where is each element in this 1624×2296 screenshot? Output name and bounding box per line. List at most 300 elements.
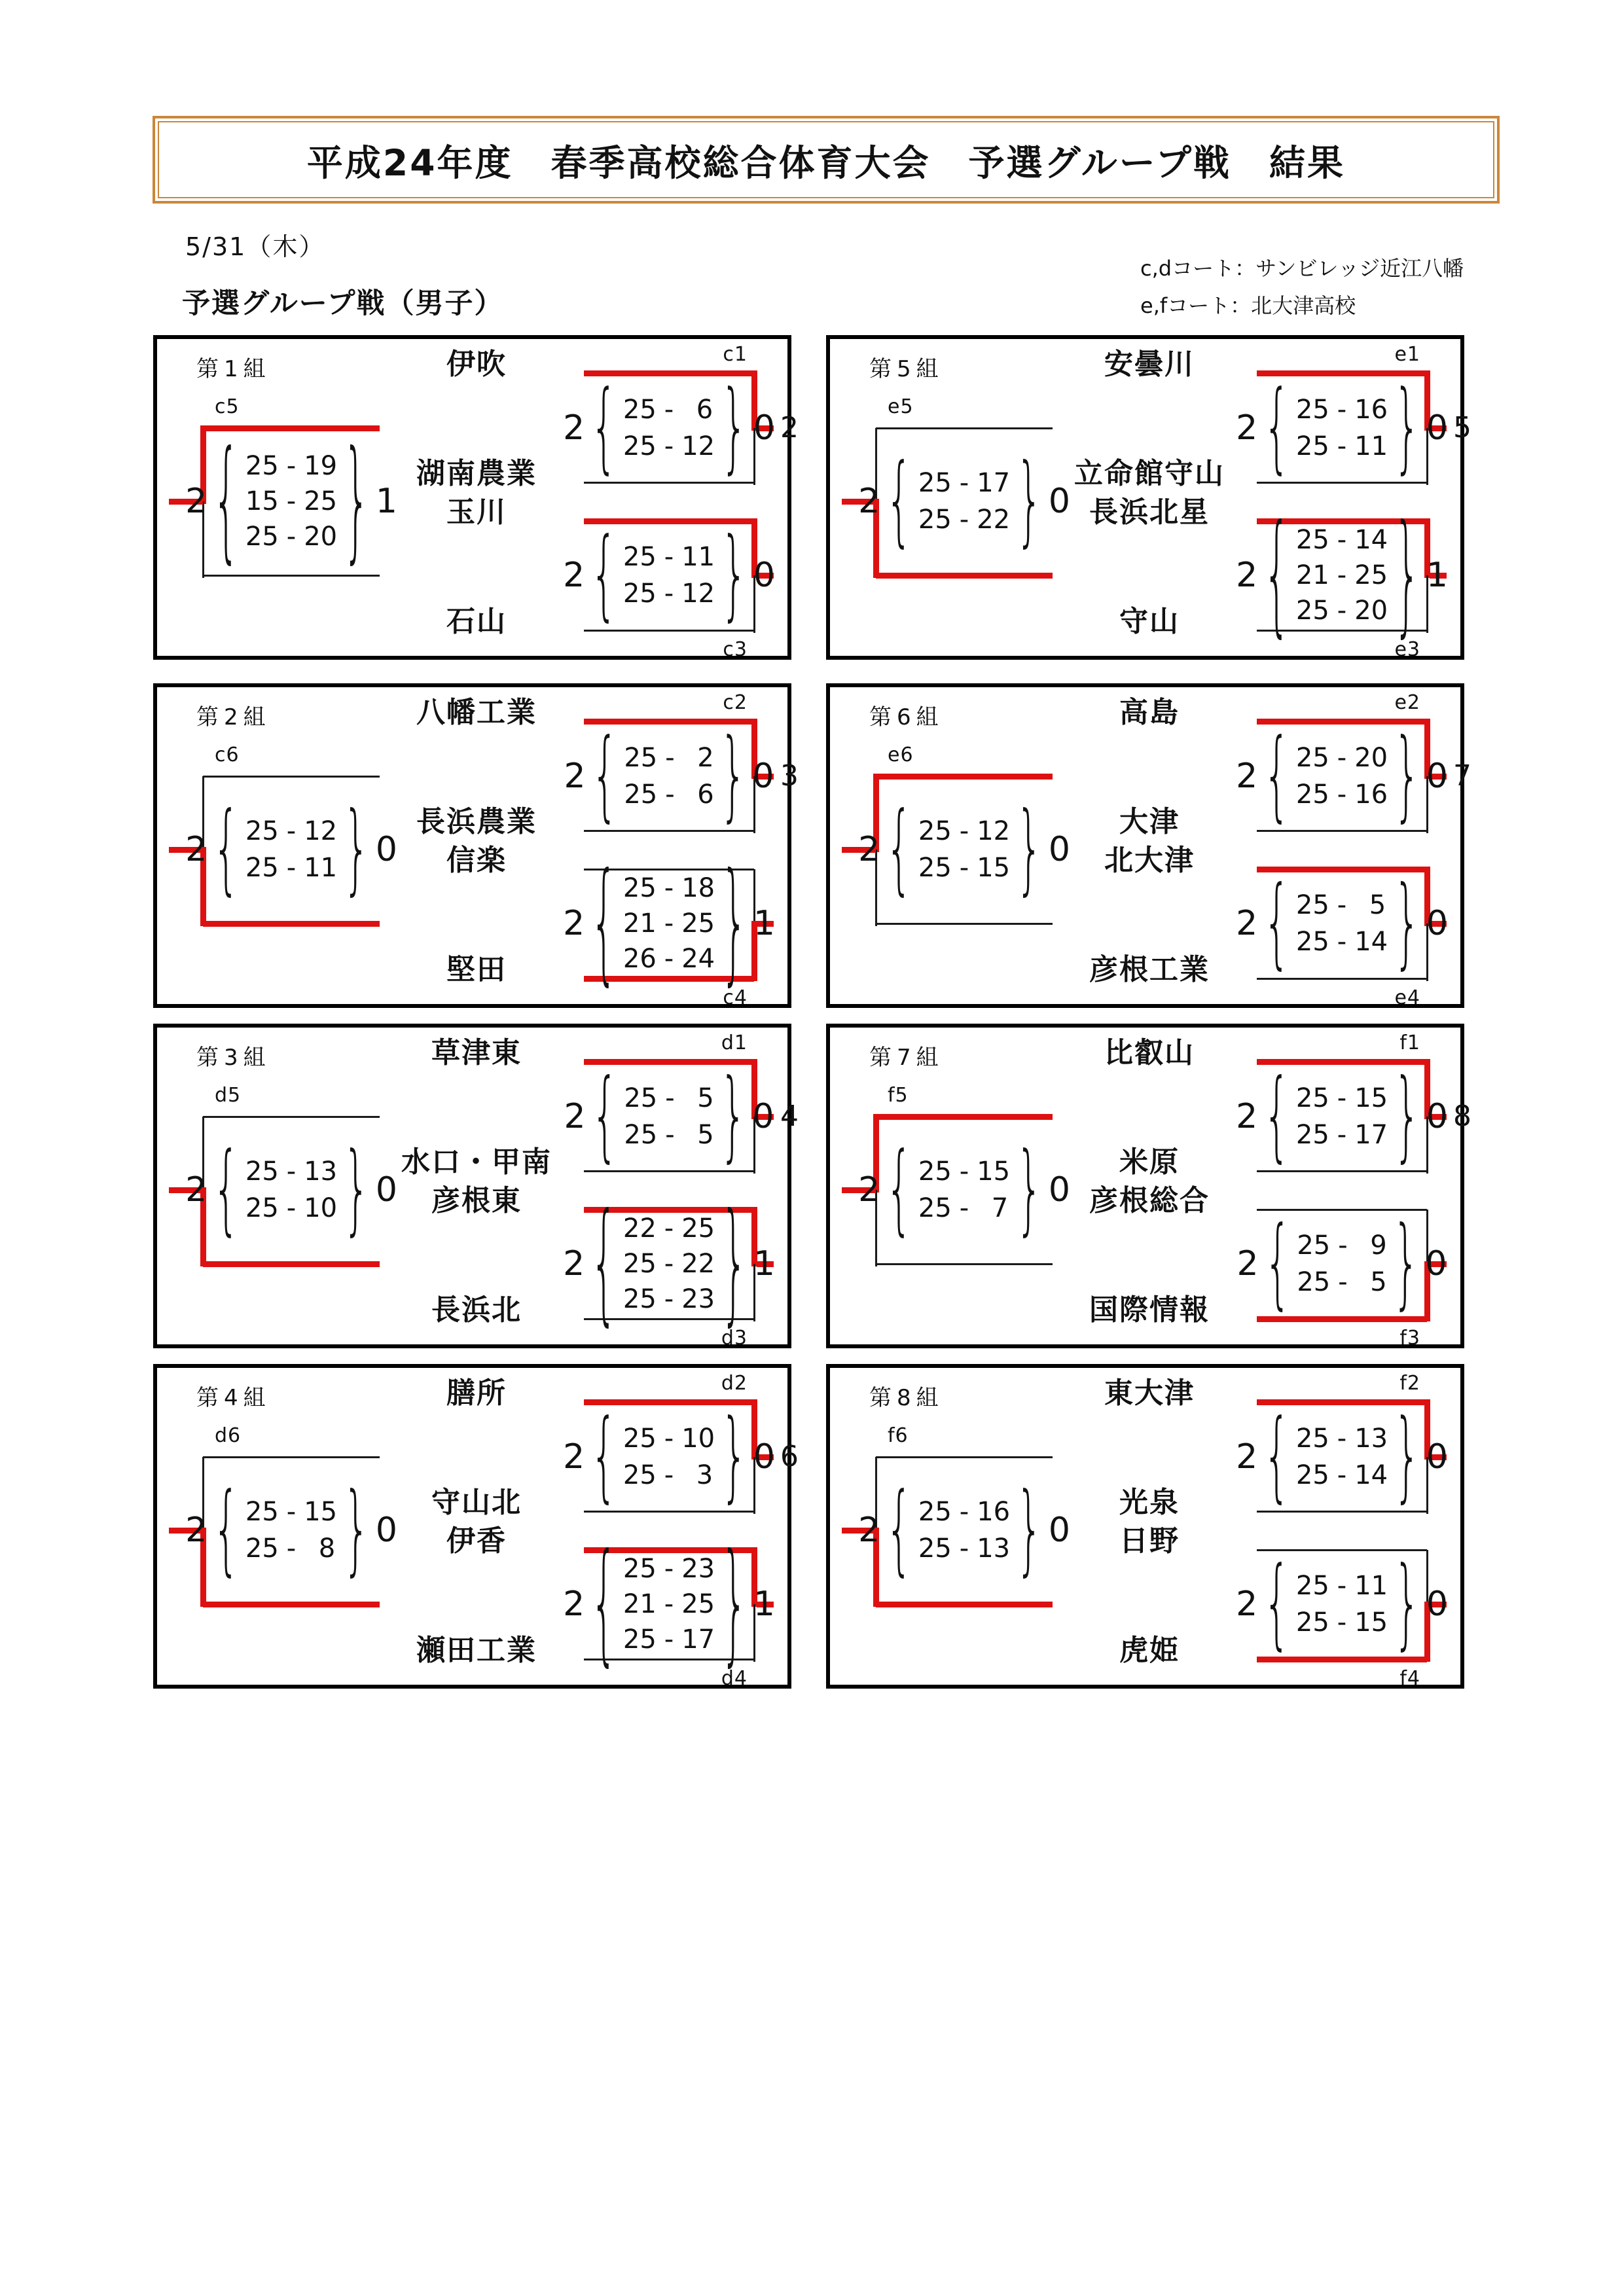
loser-sets: 1: [1426, 556, 1448, 595]
set-score: [623, 870, 715, 906]
set-score-dash: [664, 870, 674, 906]
team-name: 安曇川: [1104, 348, 1195, 381]
court-label: f3: [1399, 1327, 1420, 1350]
score-brace-left: [213, 1481, 240, 1579]
score-brace-left: [886, 452, 912, 550]
score-brace-right: [1394, 1067, 1420, 1166]
set-score-dash: [664, 941, 674, 977]
group-box: [153, 335, 799, 661]
qualifier-number: 4: [780, 1100, 799, 1133]
set-list: [918, 813, 1010, 886]
set-score: [245, 813, 337, 850]
set-list: [624, 740, 713, 813]
court-label: f6: [888, 1424, 909, 1447]
set-score-dash: [1337, 593, 1346, 628]
match-line-bottom: [876, 1263, 1053, 1265]
set-score-left: 25: [623, 579, 657, 609]
set-score-dash: [287, 850, 296, 886]
set-score: [623, 1246, 715, 1282]
team-name: 日野: [1119, 1524, 1180, 1558]
score-brace-left: [1265, 1215, 1291, 1313]
match-line-top: [876, 1114, 1053, 1120]
set-score-left: 25: [918, 505, 952, 535]
loser-sets: 0: [1048, 1511, 1070, 1550]
set-score: [1296, 1604, 1388, 1641]
match-line-bottom: [876, 573, 1053, 579]
set-score-left: 25: [245, 522, 279, 552]
score-brace-right: [1394, 379, 1420, 477]
score-brace-right: [1393, 1215, 1420, 1313]
set-score: [918, 1494, 1010, 1530]
team-name: 伊吹: [446, 348, 507, 381]
team-name: 伊香: [446, 1524, 507, 1558]
team-name: 長浜農業: [416, 805, 537, 838]
team-name: 高島: [1119, 696, 1180, 729]
loser-sets: 0: [753, 408, 775, 448]
set-score: [624, 776, 713, 813]
loser-sets: 0: [753, 556, 775, 595]
set-score-right: 25: [681, 1589, 715, 1619]
loser-sets: 0: [1426, 1097, 1448, 1136]
set-score-right: 13: [977, 1534, 1011, 1564]
qualifier-number: 8: [1453, 1100, 1471, 1133]
winner-sets: 2: [1236, 556, 1258, 595]
score-block: [1236, 740, 1448, 813]
match-line-top: [203, 1116, 380, 1118]
team-name: 膳所: [446, 1376, 507, 1410]
set-list: [918, 465, 1010, 538]
court-label: e3: [1394, 638, 1420, 661]
group-name: 第8組: [869, 1385, 944, 1411]
set-score-dash: [1337, 1604, 1346, 1641]
set-score-right: 22: [977, 505, 1011, 535]
score-brace-right: [1394, 874, 1420, 973]
score-block: [1236, 522, 1448, 628]
set-score-left: 25: [1295, 1120, 1329, 1150]
court-label: d4: [721, 1667, 748, 1690]
loser-sets: 0: [375, 1511, 397, 1550]
loser-sets: 0: [1048, 1170, 1070, 1210]
court-label: f2: [1399, 1372, 1420, 1395]
set-score-dash: [665, 1080, 674, 1117]
set-score-right: 16: [977, 1497, 1011, 1527]
court-info-cd: c,dコート：サンビレッジ近江八幡: [1140, 256, 1464, 281]
team-name: 堅田: [446, 953, 507, 986]
score-brace-left: [1263, 1555, 1290, 1653]
set-score-right: 23: [681, 1284, 715, 1314]
set-list: [1296, 391, 1388, 465]
team-name: 玉川: [446, 495, 507, 529]
team-name: 水口・甲南: [401, 1145, 552, 1179]
loser-sets: 0: [753, 1437, 775, 1477]
score-block: [1236, 1080, 1448, 1153]
set-score: [623, 1587, 715, 1622]
loser-sets: 1: [753, 1585, 775, 1624]
score-block: [1236, 391, 1448, 465]
score-block: [1236, 1420, 1448, 1494]
set-score-right: 12: [681, 579, 715, 609]
set-score: [245, 519, 337, 554]
set-score: [623, 1457, 715, 1494]
winner-sets: 2: [564, 757, 586, 796]
score-brace-left: [886, 1481, 912, 1579]
set-list: [245, 1494, 337, 1567]
set-score-right: 5: [697, 1120, 714, 1150]
set-score-dash: [287, 448, 296, 484]
set-score-dash: [664, 1282, 674, 1317]
set-score-left: 25: [1295, 596, 1329, 626]
team-name: 守山北: [431, 1486, 522, 1519]
winner-sets: 2: [563, 408, 585, 448]
winner-sets: 2: [563, 1244, 585, 1283]
score-block: [858, 1153, 1070, 1227]
set-score-dash: [1337, 1457, 1346, 1494]
score-brace-left: [886, 1141, 912, 1239]
loser-sets: 0: [1426, 1437, 1448, 1477]
group-name: 第4組: [196, 1385, 271, 1411]
set-score-dash: [960, 1153, 969, 1190]
set-score-dash: [287, 1190, 296, 1227]
title-box: [153, 116, 1500, 204]
set-score-left: 21: [623, 1589, 657, 1619]
set-list: [245, 448, 337, 554]
winner-sets: 2: [563, 904, 585, 943]
set-score: [918, 1190, 1010, 1227]
set-score-left: 25: [623, 1284, 657, 1314]
score-brace-left: [590, 379, 617, 477]
score-brace-left: [1263, 1067, 1290, 1166]
set-score-right: 6: [697, 780, 714, 810]
loser-sets: 0: [1048, 482, 1070, 521]
loser-sets: 0: [1426, 904, 1448, 943]
set-score-left: 25: [1295, 927, 1329, 957]
loser-sets: 0: [375, 1170, 397, 1210]
set-score-dash: [664, 428, 674, 465]
set-score: [623, 428, 715, 465]
set-score-dash: [665, 1117, 674, 1153]
qualifier-number: 6: [780, 1440, 799, 1473]
match-line-top: [203, 1456, 380, 1458]
set-list: [245, 1153, 337, 1227]
match-line-top: [203, 776, 380, 778]
set-score-left: 25: [245, 1497, 279, 1527]
set-list: [918, 1494, 1010, 1567]
set-list: [623, 1211, 715, 1317]
team-name: 彦根工業: [1089, 953, 1210, 986]
team-name: 石山: [446, 605, 507, 638]
set-score-left: 25: [624, 743, 658, 773]
match-line-bottom: [203, 1602, 380, 1607]
set-score-left: 25: [1295, 1424, 1329, 1454]
set-score-left: 25: [623, 395, 657, 425]
set-score: [245, 1153, 337, 1190]
set-score-right: 17: [681, 1624, 715, 1655]
court-label: d2: [721, 1372, 748, 1395]
team-name: 守山: [1119, 605, 1180, 638]
set-score-dash: [1337, 428, 1346, 465]
set-score-left: 25: [1295, 431, 1329, 461]
set-score-dash: [1337, 887, 1346, 924]
set-score: [245, 1530, 337, 1567]
set-score-right: 10: [681, 1424, 715, 1454]
score-block: [858, 813, 1070, 886]
set-score-right: 23: [681, 1554, 715, 1584]
set-score-left: 25: [623, 1424, 657, 1454]
set-score-dash: [1338, 1227, 1347, 1264]
court-label: c2: [723, 691, 748, 714]
set-score: [623, 575, 715, 612]
court-info: [1140, 250, 1464, 325]
score-brace-left: [213, 1141, 240, 1239]
set-score: [1296, 1080, 1388, 1117]
set-score-dash: [665, 776, 674, 813]
set-score-right: 9: [1370, 1230, 1387, 1261]
court-label: e4: [1394, 986, 1420, 1009]
set-score-left: 25: [918, 853, 952, 883]
set-score: [1296, 593, 1388, 628]
score-brace-left: [213, 435, 240, 567]
set-score-right: 13: [304, 1157, 338, 1187]
team-name: 瀬田工業: [416, 1634, 537, 1667]
set-score-left: 22: [623, 1213, 657, 1244]
set-list: [1296, 1080, 1388, 1153]
set-score: [623, 1420, 715, 1457]
set-list: [623, 870, 715, 977]
set-score-right: 2: [697, 743, 714, 773]
set-score-left: 25: [624, 1083, 658, 1113]
set-score: [624, 1080, 713, 1117]
set-score-dash: [287, 1494, 296, 1530]
set-score-left: 25: [245, 1193, 279, 1223]
team-name: 比叡山: [1104, 1036, 1195, 1069]
set-score-dash: [664, 1457, 674, 1494]
score-block: [1236, 1568, 1448, 1641]
set-list: [623, 1551, 715, 1657]
group-box: [826, 1024, 1471, 1350]
set-score-dash: [1337, 1080, 1346, 1117]
set-score-dash: [664, 1211, 674, 1246]
winner-sets: 2: [563, 1437, 585, 1477]
set-score-dash: [664, 1551, 674, 1587]
set-score-dash: [1337, 391, 1346, 428]
score-brace-left: [1263, 509, 1290, 641]
score-block: [563, 1420, 775, 1494]
set-score-dash: [1338, 1264, 1347, 1300]
set-list: [623, 391, 715, 465]
set-score-right: 25: [1354, 560, 1388, 590]
set-score-dash: [664, 575, 674, 612]
set-score: [1296, 522, 1388, 558]
court-label: c5: [215, 395, 240, 418]
set-score-right: 18: [681, 873, 715, 903]
score-block: [563, 391, 775, 465]
loser-sets: 0: [1426, 1585, 1448, 1624]
set-score-dash: [1337, 740, 1346, 776]
team-name: 立命館守山: [1074, 457, 1225, 490]
set-score: [623, 391, 715, 428]
set-score-right: 20: [1354, 743, 1388, 773]
winner-sets: 2: [185, 1511, 208, 1550]
set-score-right: 25: [681, 1213, 715, 1244]
set-score: [1296, 740, 1388, 776]
set-score-right: 19: [304, 451, 338, 481]
set-score-dash: [664, 1587, 674, 1622]
team-name: 湖南農業: [416, 457, 537, 490]
set-score-left: 26: [623, 944, 657, 974]
set-score-right: 16: [1354, 395, 1388, 425]
court-label: e1: [1394, 343, 1420, 366]
team-name: 草津東: [431, 1036, 522, 1069]
set-score: [623, 1622, 715, 1657]
score-brace-left: [886, 800, 912, 899]
set-score: [624, 740, 713, 776]
set-score: [624, 1117, 713, 1153]
score-block: [564, 1080, 774, 1153]
set-score-right: 8: [318, 1534, 336, 1564]
set-list: [1296, 522, 1388, 628]
set-score-left: 25: [623, 1624, 657, 1655]
set-score-dash: [287, 1153, 296, 1190]
score-block: [858, 465, 1070, 538]
score-brace-left: [590, 526, 617, 624]
set-score-right: 6: [696, 395, 713, 425]
set-score-right: 5: [697, 1083, 714, 1113]
score-brace-right: [721, 1198, 748, 1330]
winner-sets: 2: [563, 1585, 585, 1624]
match-line-bottom: [876, 1602, 1053, 1607]
set-score-right: 17: [1354, 1120, 1388, 1150]
set-score-dash: [1337, 1117, 1346, 1153]
court-label: d6: [215, 1424, 242, 1447]
winner-sets: 2: [858, 1511, 880, 1550]
set-score-right: 11: [1354, 431, 1388, 461]
loser-sets: 0: [375, 830, 397, 869]
set-score-left: 25: [1295, 525, 1329, 555]
court-label: d1: [721, 1031, 748, 1054]
score-brace-right: [721, 1538, 748, 1670]
set-score: [245, 448, 337, 484]
set-list: [918, 1153, 1010, 1227]
set-score-left: 15: [245, 486, 279, 516]
set-score-left: 25: [1295, 780, 1329, 810]
set-score-right: 12: [977, 816, 1011, 846]
set-score-left: 25: [918, 1157, 952, 1187]
set-score-right: 12: [681, 431, 715, 461]
set-score-right: 24: [681, 944, 715, 974]
set-score: [1296, 428, 1388, 465]
set-score-left: 25: [1297, 1230, 1331, 1261]
set-score-left: 25: [624, 780, 658, 810]
team-name: 彦根東: [431, 1184, 522, 1217]
set-score-left: 25: [623, 431, 657, 461]
score-brace-right: [1394, 1555, 1420, 1653]
score-brace-right: [1016, 800, 1043, 899]
set-score: [918, 465, 1010, 501]
set-score-right: 15: [1354, 1083, 1388, 1113]
winner-sets: 2: [1236, 1244, 1259, 1283]
set-score-left: 25: [623, 873, 657, 903]
set-score-right: 25: [304, 486, 338, 516]
set-score: [918, 501, 1010, 538]
set-score-left: 25: [918, 1193, 952, 1223]
set-score: [623, 1551, 715, 1587]
winner-sets: 2: [858, 1170, 880, 1210]
score-brace-left: [590, 1198, 617, 1330]
court-label: e6: [888, 744, 914, 766]
set-score-left: 25: [1295, 395, 1329, 425]
court-label: f4: [1399, 1667, 1420, 1690]
set-score-left: 25: [1295, 743, 1329, 773]
team-name: 長浜北: [431, 1293, 522, 1327]
set-score-right: 25: [681, 908, 715, 939]
set-score-right: 16: [1354, 780, 1388, 810]
date-label: 5/31（木）: [185, 232, 325, 261]
loser-sets: 0: [1426, 757, 1448, 796]
score-brace-left: [592, 1067, 619, 1166]
set-score: [1297, 1264, 1386, 1300]
score-brace-right: [721, 379, 748, 477]
set-score-left: 25: [1295, 1571, 1329, 1601]
team-name: 八幡工業: [416, 696, 537, 729]
set-score: [918, 850, 1010, 886]
set-score-dash: [1337, 776, 1346, 813]
set-score-dash: [664, 1622, 674, 1657]
set-score-left: 25: [245, 1534, 279, 1564]
set-score: [1296, 1568, 1388, 1604]
score-block: [563, 870, 775, 977]
loser-sets: 0: [1426, 408, 1448, 448]
court-label: d5: [215, 1084, 242, 1107]
set-score-right: 15: [1354, 1607, 1388, 1638]
set-score-left: 25: [623, 1460, 657, 1490]
group-box: [826, 1364, 1464, 1689]
set-score-left: 25: [918, 468, 952, 498]
score-brace-right: [721, 526, 748, 624]
set-score-dash: [1337, 522, 1346, 558]
set-list: [1296, 1420, 1388, 1494]
set-score-left: 21: [1295, 560, 1329, 590]
team-name: 光泉: [1119, 1486, 1180, 1519]
set-score-dash: [960, 850, 969, 886]
set-score-left: 25: [245, 451, 279, 481]
set-score-left: 25: [623, 1554, 657, 1584]
court-label: c4: [723, 986, 748, 1009]
set-score-dash: [664, 1246, 674, 1282]
set-score: [1296, 391, 1388, 428]
set-score-right: 5: [1369, 890, 1386, 920]
set-score-dash: [960, 1190, 969, 1227]
winner-sets: 2: [1236, 1097, 1258, 1136]
score-brace-right: [343, 800, 370, 899]
team-name: 国際情報: [1089, 1293, 1210, 1327]
qualifier-number: 5: [1453, 411, 1471, 444]
score-brace-left: [590, 1538, 617, 1670]
set-score-left: 25: [918, 1534, 952, 1564]
group-box: [153, 1024, 799, 1350]
score-brace-right: [721, 857, 748, 990]
set-score-right: 3: [696, 1460, 713, 1490]
loser-sets: 0: [752, 757, 774, 796]
set-list: [1296, 1568, 1388, 1641]
set-score-left: 25: [1295, 1083, 1329, 1113]
set-score-right: 7: [991, 1193, 1009, 1223]
match-line-bottom: [203, 1261, 380, 1267]
team-name: 北大津: [1104, 844, 1195, 877]
group-box: [826, 335, 1471, 661]
court-label: f1: [1399, 1031, 1420, 1054]
group-name: 第3組: [196, 1045, 271, 1071]
score-block: [1236, 887, 1448, 960]
